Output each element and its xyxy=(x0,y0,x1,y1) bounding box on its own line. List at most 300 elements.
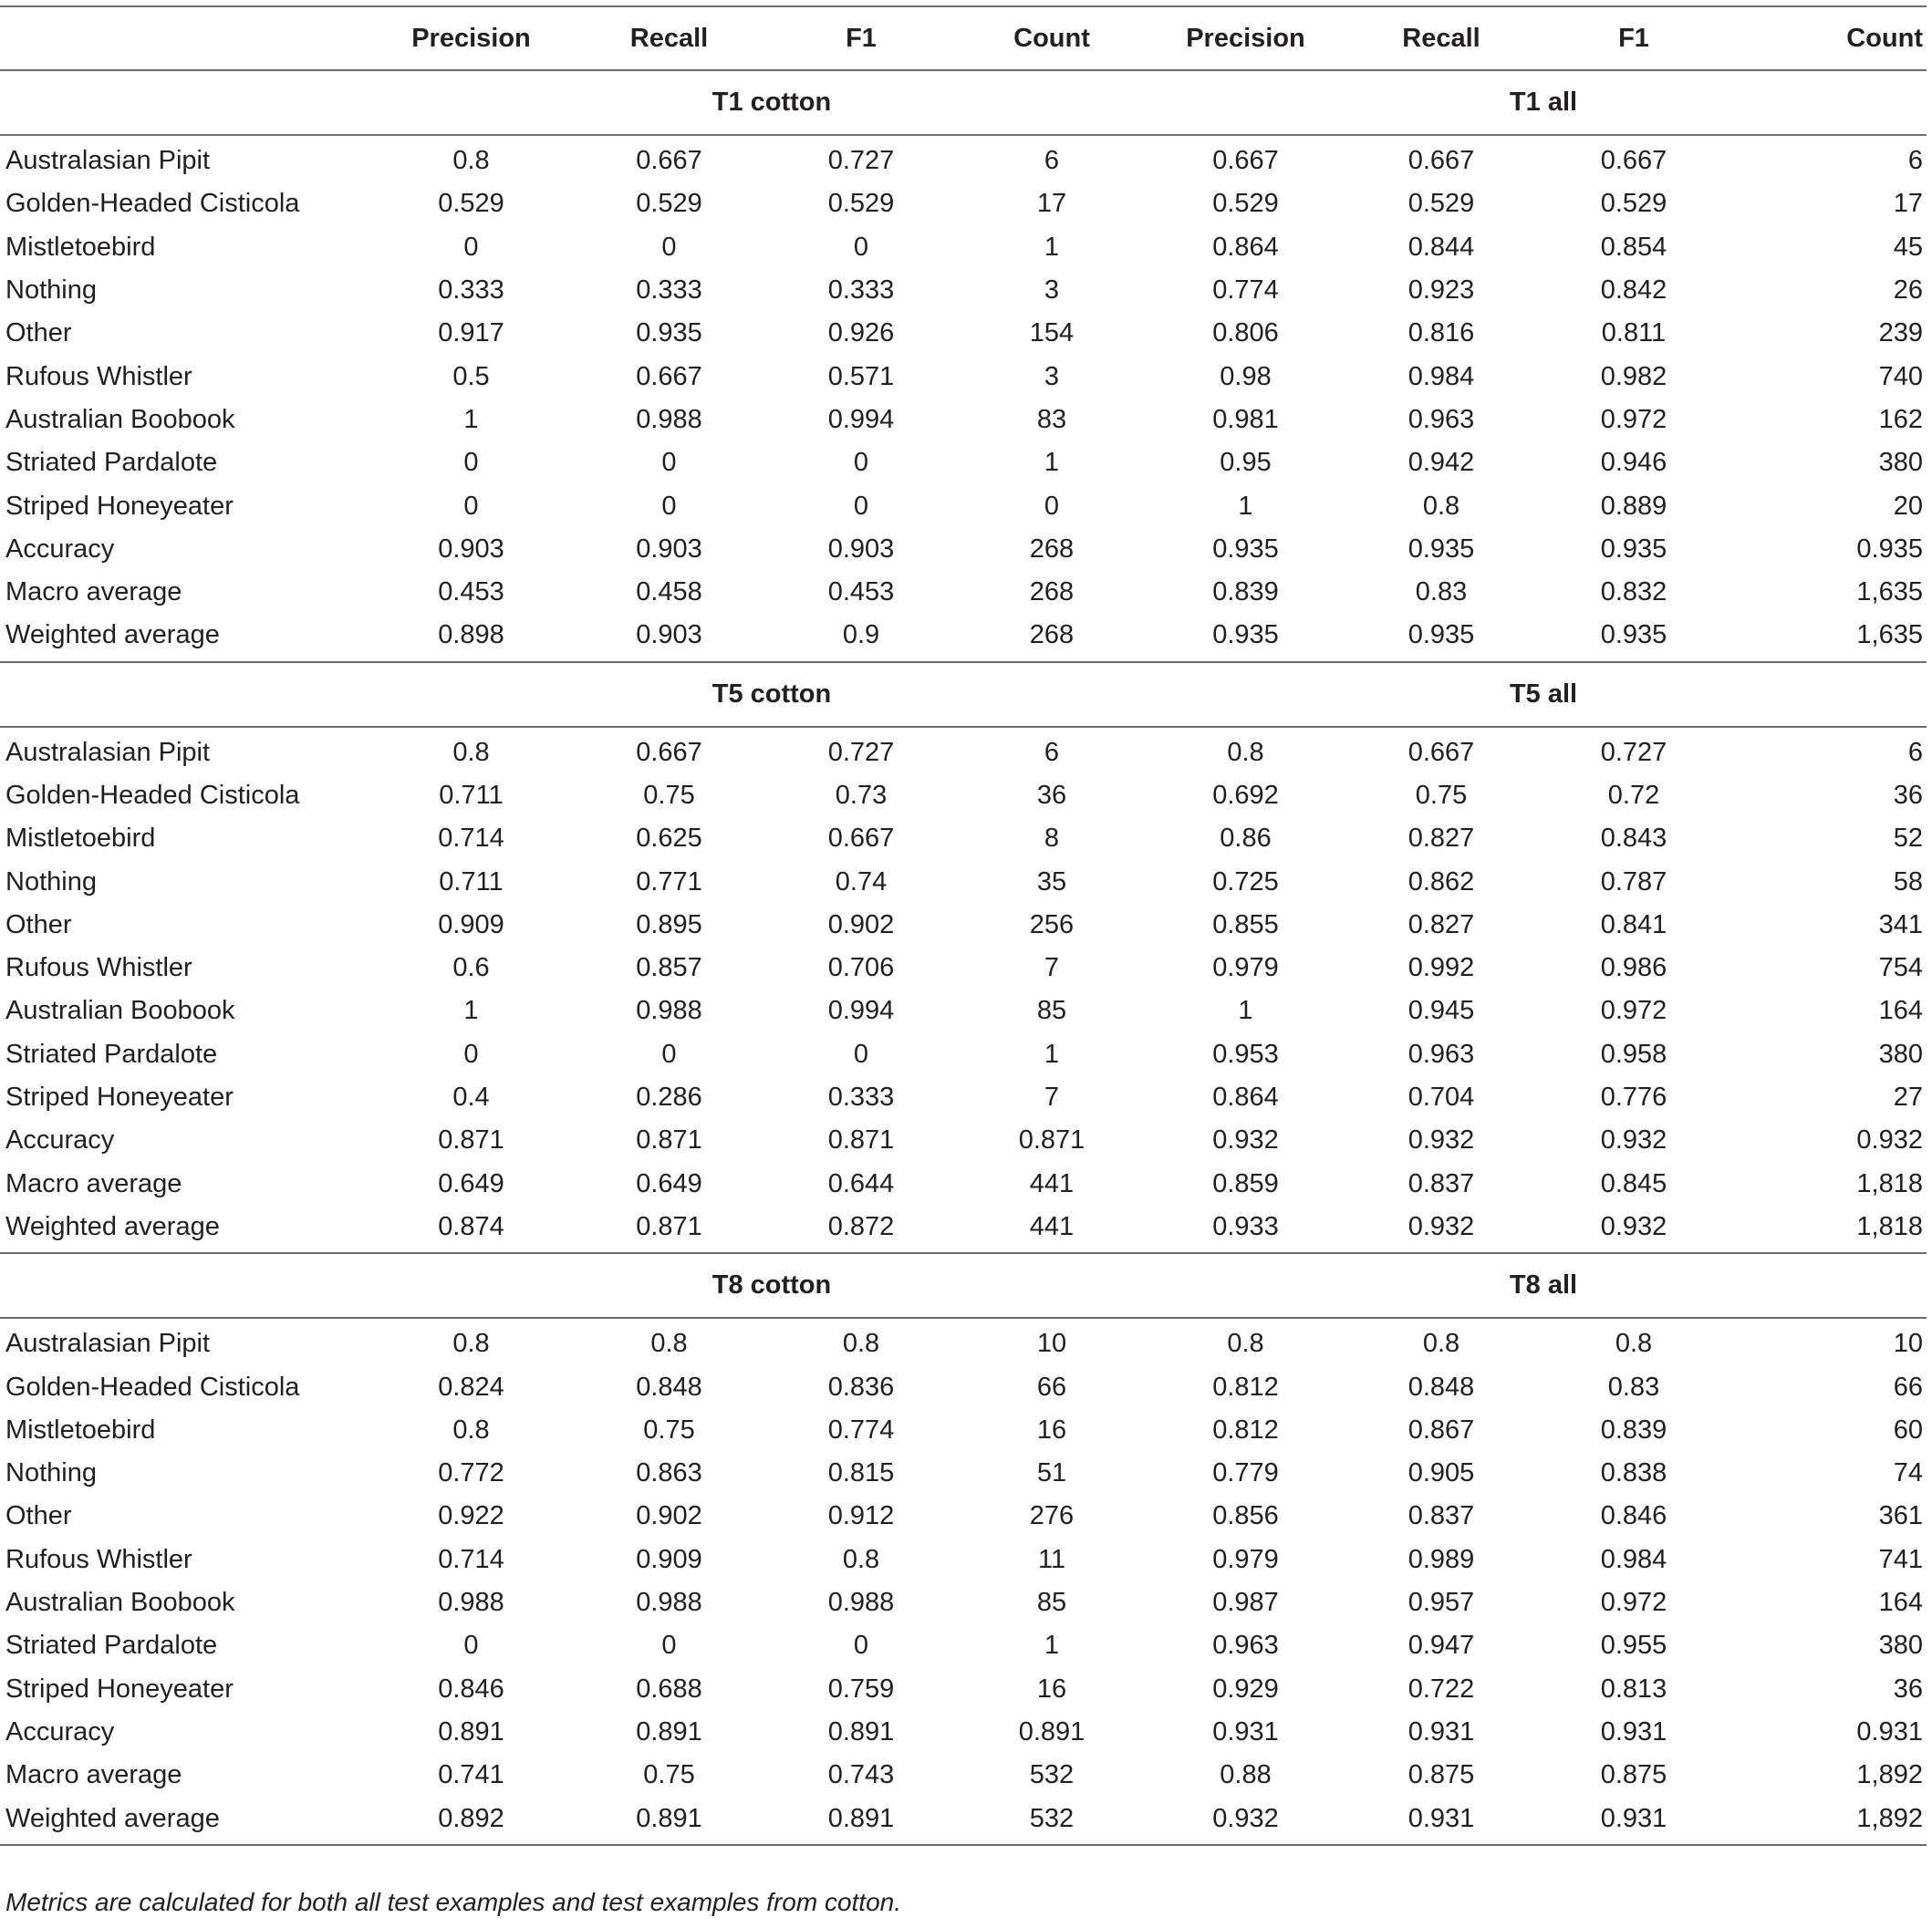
table-cell: 0.714 xyxy=(438,1544,504,1574)
table-row xyxy=(0,1581,1927,1624)
table-row xyxy=(0,399,1927,441)
table-cell: 0.992 xyxy=(1407,953,1475,983)
table-row xyxy=(0,1033,1927,1076)
table-cell: 0.903 xyxy=(636,534,702,564)
table-body xyxy=(0,70,1927,1845)
table-cell: 0.8 xyxy=(1422,1329,1460,1359)
table-cell: 0.86 xyxy=(1220,824,1272,854)
table-cell: 0.891 xyxy=(636,1716,702,1747)
table-cell: 0 xyxy=(1044,491,1060,521)
table-cell: 10 xyxy=(1893,1329,1923,1359)
table-cell: 0.903 xyxy=(438,534,504,564)
table-cell: 0.692 xyxy=(1212,781,1279,810)
header-cell-recall: Recall xyxy=(559,6,779,70)
table-cell: 0.981 xyxy=(1212,404,1279,434)
table-cell: 35 xyxy=(1036,866,1067,897)
table-cell: 0.872 xyxy=(779,1206,943,1253)
table-cell: 0.667 xyxy=(1407,146,1475,176)
table-cell: 0.932 xyxy=(1160,1797,1331,1844)
table-cell: 0.824 xyxy=(438,1372,504,1402)
table-cell: 0.923 xyxy=(1407,275,1475,306)
table-cell: 0 xyxy=(463,1631,479,1661)
table-cell: 0.932 xyxy=(1600,1125,1667,1156)
table-cell: 0.98 xyxy=(1220,361,1272,391)
table-cell: 441 xyxy=(943,1206,1160,1253)
table-cell: 162 xyxy=(1878,404,1923,434)
table-cell: 0.931 xyxy=(1856,1716,1923,1747)
table-cell: 0.667 xyxy=(1407,737,1475,767)
row-label: Rufous Whistler xyxy=(5,361,192,391)
table-cell: 0.931 xyxy=(1600,1716,1667,1747)
table-cell: 0.972 xyxy=(1600,404,1667,434)
table-cell: 0.903 xyxy=(559,614,779,661)
row-label: Macro average xyxy=(5,1168,182,1198)
table-cell: 0.286 xyxy=(636,1083,702,1113)
table-row xyxy=(0,1076,1927,1119)
table-cell: 0.529 xyxy=(438,189,504,219)
table-cell: 0.875 xyxy=(1600,1760,1667,1790)
table-cell: 0.8 xyxy=(1227,737,1264,767)
table-row xyxy=(0,774,1927,817)
row-label: Golden-Headed Cisticola xyxy=(5,189,300,219)
table-cell: 0.649 xyxy=(636,1168,702,1198)
table-cell: 0.8 xyxy=(842,1544,880,1574)
table-cell: 239 xyxy=(1878,318,1923,348)
table-cell: 0.935 xyxy=(1160,614,1331,661)
table-cell: 0.891 xyxy=(438,1716,504,1747)
table-cell: 0.88 xyxy=(1220,1760,1272,1790)
row-label: Striped Honeyeater xyxy=(5,491,234,521)
table-cell: 0.942 xyxy=(1407,448,1475,478)
table-cell: 0.953 xyxy=(1212,1039,1279,1069)
table-row xyxy=(0,1409,1927,1452)
table-cell: 0.955 xyxy=(1600,1631,1667,1661)
table-row xyxy=(0,182,1927,225)
table-cell: 0.963 xyxy=(1212,1631,1279,1661)
table-cell: 0.958 xyxy=(1600,1039,1667,1069)
header-cell-label xyxy=(0,6,383,70)
table-cell: 0.771 xyxy=(636,866,702,897)
table-row xyxy=(0,1668,1927,1711)
table-cell: 0.874 xyxy=(383,1206,559,1253)
table-cell: 0.333 xyxy=(636,275,702,306)
table-row xyxy=(0,528,1927,571)
table-cell: 380 xyxy=(1878,1039,1923,1069)
table-cell: 0.667 xyxy=(1212,146,1279,176)
table-row xyxy=(0,947,1927,990)
table-cell: 0.8 xyxy=(1422,491,1460,521)
table-cell: 0.333 xyxy=(827,1083,895,1113)
table-cell: 0.706 xyxy=(827,953,895,983)
table-cell: 0.95 xyxy=(1220,448,1272,478)
table-cell: 0.931 xyxy=(1212,1716,1279,1747)
table-cell: 36 xyxy=(1893,1674,1923,1704)
table-cell: 0.856 xyxy=(1212,1501,1279,1531)
table-row xyxy=(0,1495,1927,1538)
table-cell: 0.994 xyxy=(827,404,895,434)
table-cell: 0.932 xyxy=(1212,1125,1279,1156)
table-cell: 0.827 xyxy=(1407,909,1475,939)
table-cell: 0.987 xyxy=(1212,1588,1279,1618)
table-cell: 0.4 xyxy=(452,1083,490,1113)
table-cell: 26 xyxy=(1893,275,1923,306)
table-cell: 0.842 xyxy=(1600,275,1667,306)
table-cell: 740 xyxy=(1878,361,1923,391)
table-cell: 0.75 xyxy=(643,1760,695,1790)
table-cell: 0.871 xyxy=(559,1206,779,1253)
table-cell: 85 xyxy=(1036,996,1067,1026)
row-label: Striped Honeyeater xyxy=(5,1083,234,1113)
table-cell: 1 xyxy=(1044,1631,1060,1661)
table-cell: 276 xyxy=(1029,1501,1075,1531)
table-cell: 0.529 xyxy=(827,189,895,219)
table-cell: 0.727 xyxy=(1600,737,1667,767)
table-cell: 0.912 xyxy=(827,1501,895,1531)
table-cell: 1 xyxy=(1044,232,1060,262)
table-row xyxy=(0,1797,1927,1844)
table-cell: 36 xyxy=(1893,781,1923,810)
table-cell: 52 xyxy=(1893,824,1923,854)
table-cell: 0.932 xyxy=(1856,1125,1923,1156)
table-cell: 0.935 xyxy=(636,318,702,348)
table-cell: 0.727 xyxy=(827,146,895,176)
table-cell: 0.813 xyxy=(1600,1674,1667,1704)
table-cell: 0.988 xyxy=(636,1588,702,1618)
table-cell: 0.5 xyxy=(452,361,490,391)
table-cell: 8 xyxy=(1044,824,1060,854)
section-title-right: T1 all xyxy=(1160,70,1927,135)
row-label: Striated Pardalote xyxy=(5,448,218,478)
table-cell: 0 xyxy=(853,448,869,478)
table-cell: 0.812 xyxy=(1212,1415,1279,1445)
table-cell: 0.848 xyxy=(1407,1372,1475,1402)
table-cell: 0.812 xyxy=(1212,1372,1279,1402)
table-cell: 0.667 xyxy=(636,737,702,767)
table-cell: 16 xyxy=(1036,1674,1067,1704)
row-label: Striated Pardalote xyxy=(5,1631,218,1661)
table-cell: 0.931 xyxy=(1407,1716,1475,1747)
table-cell: 0.935 xyxy=(1856,534,1923,564)
header-cell-count: Count xyxy=(943,6,1160,70)
table-cell: 0.83 xyxy=(1415,577,1468,607)
table-cell: 58 xyxy=(1893,866,1923,897)
table-cell: 0.836 xyxy=(827,1372,895,1402)
table-cell: 0.988 xyxy=(636,404,702,434)
table-cell: 1 xyxy=(463,996,479,1026)
table-row xyxy=(0,355,1927,398)
table-cell: 0.905 xyxy=(1407,1458,1475,1488)
table-cell: 0.6 xyxy=(452,953,490,983)
table-cell: 0 xyxy=(853,232,869,262)
table-cell: 0.903 xyxy=(827,534,895,564)
table-cell: 3 xyxy=(1044,275,1060,306)
table-cell: 10 xyxy=(1036,1329,1067,1359)
table-cell: 17 xyxy=(1036,189,1067,219)
table-cell: 0.772 xyxy=(438,1458,504,1488)
table-row xyxy=(0,990,1927,1032)
table-cell: 0.711 xyxy=(439,781,504,810)
table-cell: 0.743 xyxy=(827,1760,895,1790)
table-cell: 380 xyxy=(1878,1631,1923,1661)
table-cell: 0.845 xyxy=(1600,1168,1667,1198)
section-header-row xyxy=(0,1253,1927,1318)
table-cell: 741 xyxy=(1878,1544,1923,1574)
table-cell: 0.846 xyxy=(438,1674,504,1704)
table-cell: 0.931 xyxy=(1331,1797,1552,1844)
table-cell: 1,635 xyxy=(1716,614,1927,661)
table-cell: 16 xyxy=(1036,1415,1067,1445)
table-cell: 0.898 xyxy=(383,614,559,661)
table-cell: 0 xyxy=(661,1631,677,1661)
table-cell: 154 xyxy=(1029,318,1075,348)
row-label: Golden-Headed Cisticola xyxy=(5,781,300,810)
table-cell: 6 xyxy=(1907,146,1923,176)
table-cell: 754 xyxy=(1878,953,1923,983)
table-cell: 0.979 xyxy=(1212,1544,1279,1574)
table-cell: 0.837 xyxy=(1407,1501,1475,1531)
table-cell: 0.453 xyxy=(438,577,504,607)
table-cell: 0.862 xyxy=(1407,866,1475,897)
section-header-spacer xyxy=(0,662,383,727)
section-header-spacer xyxy=(0,1253,383,1318)
table-cell: 0.774 xyxy=(1212,275,1279,306)
table-cell: 0.871 xyxy=(1018,1125,1085,1156)
table-cell: 0.667 xyxy=(636,361,702,391)
table-cell: 0.892 xyxy=(383,1797,559,1844)
table-cell: 0.963 xyxy=(1407,404,1475,434)
table-cell: 0.827 xyxy=(1407,824,1475,854)
table-cell: 0.72 xyxy=(1607,781,1660,810)
table-cell: 0.8 xyxy=(452,146,490,176)
table-cell: 0.864 xyxy=(1212,1083,1279,1113)
table-row xyxy=(0,1365,1927,1408)
table-cell: 0.8 xyxy=(1227,1329,1264,1359)
header-cell-count: Count xyxy=(1716,6,1927,70)
table-cell: 0.722 xyxy=(1407,1674,1475,1704)
table-cell: 0.759 xyxy=(827,1674,895,1704)
row-label: Accuracy xyxy=(5,1125,115,1156)
table-cell: 66 xyxy=(1893,1372,1923,1402)
table-cell: 0.986 xyxy=(1600,953,1667,983)
table-cell: 85 xyxy=(1036,1588,1067,1618)
table-cell: 0.8 xyxy=(452,737,490,767)
table-cell: 0.909 xyxy=(636,1544,702,1574)
table-cell: 0.871 xyxy=(827,1125,895,1156)
table-cell: 361 xyxy=(1878,1501,1923,1531)
table-cell: 0.935 xyxy=(1212,534,1279,564)
row-label: Accuracy xyxy=(5,1716,115,1747)
row-label: Nothing xyxy=(5,1458,97,1488)
table-cell: 0.688 xyxy=(636,1674,702,1704)
table-row xyxy=(0,1318,1927,1365)
table-row xyxy=(0,904,1927,947)
table-cell: 0.83 xyxy=(1607,1372,1660,1402)
row-label: Mistletoebird xyxy=(5,824,156,854)
table-cell: 1 xyxy=(1044,448,1060,478)
table-cell: 0.848 xyxy=(636,1372,702,1402)
table-cell: 0.529 xyxy=(1600,189,1667,219)
table-cell: 0.714 xyxy=(438,824,504,854)
table-cell: 0.779 xyxy=(1212,1458,1279,1488)
table-cell: 268 xyxy=(1029,534,1075,564)
table-cell: 1 xyxy=(1238,491,1253,521)
table-cell: 0.75 xyxy=(1415,781,1468,810)
table-cell: 0.935 xyxy=(1331,614,1552,661)
table-cell: 1,892 xyxy=(1856,1760,1923,1790)
header-row xyxy=(0,6,1927,70)
table-cell: 7 xyxy=(1044,1083,1060,1113)
table-cell: 0.73 xyxy=(835,781,888,810)
row-label: Australian Boobook xyxy=(5,404,235,434)
table-cell: 0.841 xyxy=(1600,909,1667,939)
row-label: Australian Boobook xyxy=(5,996,235,1026)
table-cell: 0.926 xyxy=(827,318,895,348)
row-label: Macro average xyxy=(5,577,182,607)
row-label: Other xyxy=(5,318,72,348)
table-cell: 0.838 xyxy=(1600,1458,1667,1488)
table-cell: 532 xyxy=(1029,1760,1075,1790)
table-cell: 0.957 xyxy=(1407,1588,1475,1618)
table-cell: 0.843 xyxy=(1600,824,1667,854)
table-cell: 0.935 xyxy=(1407,534,1475,564)
table-cell: 0.946 xyxy=(1600,448,1667,478)
table-cell: 0.839 xyxy=(1600,1415,1667,1445)
table-cell: 0.982 xyxy=(1600,361,1667,391)
table-cell: 256 xyxy=(1029,909,1075,939)
table-cell: 0.741 xyxy=(438,1760,504,1790)
row-label: Golden-Headed Cisticola xyxy=(5,1372,300,1402)
table-cell: 0.8 xyxy=(650,1329,688,1359)
table-cell: 0.875 xyxy=(1407,1760,1475,1790)
row-label: Mistletoebird xyxy=(5,1415,156,1445)
table-cell: 164 xyxy=(1878,996,1923,1026)
table-cell: 0.994 xyxy=(827,996,895,1026)
row-label: Mistletoebird xyxy=(5,232,156,262)
table-cell: 0.989 xyxy=(1407,1544,1475,1574)
table-cell: 0.932 xyxy=(1331,1206,1552,1253)
table-cell: 0.806 xyxy=(1212,318,1279,348)
table-cell: 0.727 xyxy=(827,737,895,767)
row-label: Rufous Whistler xyxy=(5,1544,192,1574)
table-cell: 0.929 xyxy=(1212,1674,1279,1704)
table-cell: 0 xyxy=(661,232,677,262)
row-label: Australian Boobook xyxy=(5,1588,235,1618)
section-title-left: T5 cotton xyxy=(383,662,1160,727)
table-row xyxy=(0,1711,1927,1754)
table-cell: 0.931 xyxy=(1552,1797,1716,1844)
table-row xyxy=(0,135,1927,182)
table-cell: 0.844 xyxy=(1407,232,1475,262)
table-cell: 0.8 xyxy=(452,1329,490,1359)
table-cell: 0.333 xyxy=(827,275,895,306)
table-cell: 1,635 xyxy=(1856,577,1923,607)
row-label: Macro average xyxy=(5,1760,182,1790)
table-cell: 0.871 xyxy=(438,1125,504,1156)
table-cell: 0.458 xyxy=(636,577,702,607)
table-row xyxy=(0,860,1927,903)
table-cell: 0.846 xyxy=(1600,1501,1667,1531)
table-cell: 1,818 xyxy=(1856,1168,1923,1198)
table-row xyxy=(0,1539,1927,1581)
table-row xyxy=(0,312,1927,355)
table-cell: 0.333 xyxy=(438,275,504,306)
table-row xyxy=(0,571,1927,614)
table-row xyxy=(0,817,1927,860)
table-cell: 0.837 xyxy=(1407,1168,1475,1198)
table-cell: 0.963 xyxy=(1407,1039,1475,1069)
table-cell: 3 xyxy=(1044,361,1060,391)
table-cell: 0.667 xyxy=(827,824,895,854)
table-row xyxy=(0,484,1927,527)
table-cell: 0.871 xyxy=(636,1125,702,1156)
row-label: Striated Pardalote xyxy=(5,1039,218,1069)
table-row xyxy=(0,1624,1927,1667)
row-label: Weighted average xyxy=(0,1206,383,1253)
row-label: Nothing xyxy=(5,275,97,306)
section-title-right: T8 all xyxy=(1160,1253,1927,1318)
row-label: Australasian Pipit xyxy=(5,1329,211,1359)
table-cell: 0.917 xyxy=(438,318,504,348)
table-cell: 0.933 xyxy=(1160,1206,1331,1253)
header-cell-precision: Precision xyxy=(1160,6,1331,70)
table-cell: 0.8 xyxy=(1615,1329,1653,1359)
table-cell: 36 xyxy=(1036,781,1067,810)
row-label: Rufous Whistler xyxy=(5,953,192,983)
table-row xyxy=(0,226,1927,269)
table-cell: 164 xyxy=(1878,1588,1923,1618)
section-header-row xyxy=(0,662,1927,727)
table-cell: 0.854 xyxy=(1600,232,1667,262)
section-header-spacer xyxy=(0,70,383,135)
table-cell: 0.988 xyxy=(827,1588,895,1618)
table-cell: 45 xyxy=(1893,232,1923,262)
table-cell: 60 xyxy=(1893,1415,1923,1445)
table-cell: 0.972 xyxy=(1600,996,1667,1026)
header-cell-precision: Precision xyxy=(383,6,559,70)
table-cell: 0.453 xyxy=(827,577,895,607)
table-cell: 0.75 xyxy=(643,1415,695,1445)
table-cell: 0.839 xyxy=(1212,577,1279,607)
table-cell: 0.855 xyxy=(1212,909,1279,939)
table-cell: 0.75 xyxy=(643,781,695,810)
table-cell: 0.711 xyxy=(439,866,504,897)
table-cell: 441 xyxy=(1029,1168,1075,1198)
table-cell: 268 xyxy=(943,614,1160,661)
table-cell: 11 xyxy=(1037,1544,1066,1574)
table-cell: 0.891 xyxy=(1018,1716,1085,1747)
table-cell: 0.811 xyxy=(1601,318,1667,348)
table-cell: 0.972 xyxy=(1600,1588,1667,1618)
table-cell: 1 xyxy=(1238,996,1253,1026)
table-cell: 0.625 xyxy=(636,824,702,854)
header-cell-recall: Recall xyxy=(1331,6,1552,70)
table-cell: 0.932 xyxy=(1407,1125,1475,1156)
table-cell: 0.932 xyxy=(1552,1206,1716,1253)
table-cell: 1,818 xyxy=(1716,1206,1927,1253)
table-cell: 51 xyxy=(1036,1458,1067,1488)
table-cell: 0.984 xyxy=(1407,361,1475,391)
section-header-row xyxy=(0,70,1927,135)
table-cell: 6 xyxy=(1907,737,1923,767)
table-cell: 0.725 xyxy=(1212,866,1279,897)
row-label: Other xyxy=(5,909,72,939)
table-cell: 0.815 xyxy=(827,1458,895,1488)
row-label: Accuracy xyxy=(5,534,115,564)
table-cell: 0.832 xyxy=(1600,577,1667,607)
table-cell: 0.8 xyxy=(452,1415,490,1445)
table-cell: 0.859 xyxy=(1212,1168,1279,1198)
table-row xyxy=(0,1163,1927,1206)
